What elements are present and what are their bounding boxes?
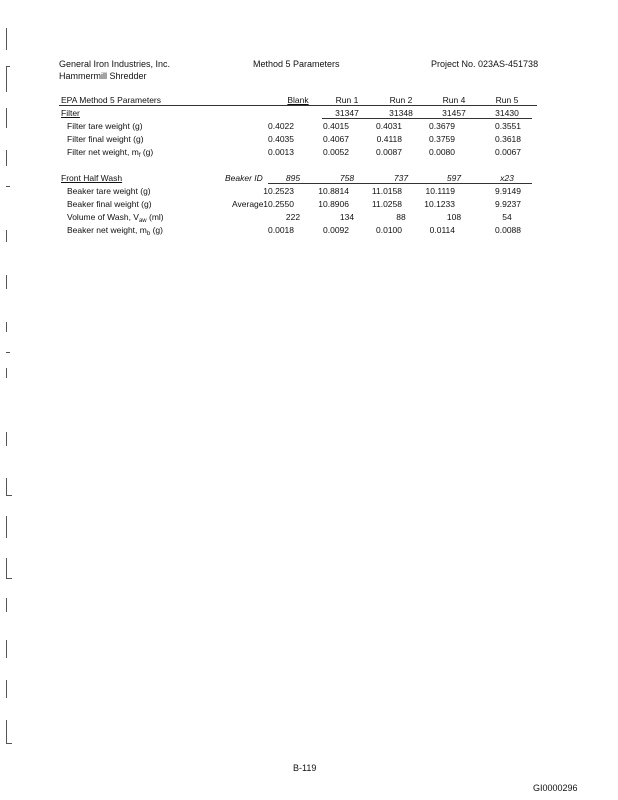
- beaker-id-run2: 737: [393, 173, 409, 183]
- scan-artifact: [6, 275, 7, 289]
- table-cell: 54: [502, 212, 512, 222]
- table-cell: 0.0018: [268, 225, 294, 235]
- scan-artifact: [6, 432, 7, 446]
- table-cell: 10.1233: [424, 199, 455, 209]
- row-label: Filter final weight (g): [67, 134, 144, 144]
- row-label: Beaker net weight, $m_b$ (g): [67, 225, 163, 237]
- document-title: Method 5 Parameters: [253, 59, 340, 69]
- scan-artifact: [6, 28, 7, 50]
- header-rule: [59, 105, 537, 106]
- table-cell: 0.4118: [376, 134, 402, 144]
- beaker-id-blank: 895: [285, 173, 301, 183]
- table-cell: 222: [285, 212, 301, 222]
- bates-number: GI0000296: [533, 783, 578, 793]
- table-cell: 134: [339, 212, 355, 222]
- table-cell: 0.4022: [268, 121, 294, 131]
- beaker-id-rule: [268, 183, 532, 184]
- scan-artifact: [6, 368, 7, 378]
- scan-artifact: [6, 680, 7, 698]
- page-number: B-119: [293, 763, 317, 773]
- table-cell: 0.4015: [323, 121, 349, 131]
- scan-artifact: [6, 108, 7, 128]
- scan-artifact: [6, 66, 10, 67]
- table-cell: 0.0092: [323, 225, 349, 235]
- scan-artifact: [6, 66, 7, 92]
- table-cell: 0.3679: [429, 121, 455, 131]
- average-label: Average: [232, 199, 264, 209]
- filter-id-rule: [322, 118, 532, 119]
- column-header-run1: Run 1: [335, 95, 359, 105]
- table-cell: 11.0158: [371, 186, 402, 196]
- row-label: Volume of Wash, $V_{aw}$ (ml): [67, 212, 164, 224]
- scan-artifact: [6, 230, 7, 242]
- table-cell: 0.3618: [495, 134, 521, 144]
- project-number: Project No. 023AS-451738: [431, 59, 539, 69]
- unit-name: Hammermill Shredder: [59, 71, 147, 81]
- table-cell: 10.1119: [425, 186, 455, 196]
- row-label: Beaker tare weight (g): [67, 186, 151, 196]
- scan-artifact: [6, 743, 12, 744]
- scan-artifact: [6, 578, 12, 579]
- table-cell: 0.4035: [268, 134, 294, 144]
- table-cell: 0.0100: [376, 225, 402, 235]
- table-cell: 10.8906: [318, 199, 349, 209]
- filter-section-label: Filter: [61, 108, 80, 118]
- table-cell: 0.0013: [268, 147, 294, 157]
- table-cell: 0.0088: [495, 225, 521, 235]
- table-cell: 0.0114: [429, 225, 455, 235]
- row-label: Filter tare weight (g): [67, 121, 143, 131]
- column-header-run5: Run 5: [495, 95, 519, 105]
- table-cell: 108: [446, 212, 462, 222]
- filter-id-run4: 31457: [442, 108, 466, 118]
- scan-artifact: [6, 495, 12, 496]
- table-cell: 0.0052: [323, 147, 349, 157]
- table-cell: 10.2550: [263, 199, 294, 209]
- column-header-run2: Run 2: [389, 95, 413, 105]
- scan-artifact: [6, 186, 10, 187]
- company-name: General Iron Industries, Inc.: [59, 59, 171, 69]
- front-half-section-label: Front Half Wash: [61, 173, 123, 183]
- scan-artifact: [6, 558, 7, 578]
- beaker-id-run5: x23: [500, 173, 514, 183]
- scan-artifact: [6, 478, 7, 496]
- scan-artifact: [6, 720, 7, 744]
- scan-artifact: [6, 598, 7, 612]
- beaker-id-run1: 758: [339, 173, 355, 183]
- table-cell: 0.4031: [376, 121, 402, 131]
- column-header-run4: Run 4: [442, 95, 466, 105]
- filter-id-run2: 31348: [389, 108, 413, 118]
- filter-id-run1: 31347: [335, 108, 359, 118]
- scan-artifact: [6, 640, 7, 658]
- beaker-id-label: Beaker ID: [225, 173, 263, 183]
- scan-artifact: [6, 150, 7, 166]
- row-label: Beaker final weight (g): [67, 199, 152, 209]
- beaker-id-run4: 597: [446, 173, 462, 183]
- scan-artifact: [6, 352, 10, 353]
- table-cell: 88: [396, 212, 406, 222]
- table-cell: 0.3759: [429, 134, 455, 144]
- table-cell: 9.9237: [495, 199, 521, 209]
- table-cell: 0.4067: [323, 134, 349, 144]
- scan-artifact: [6, 516, 7, 538]
- table-cell: 0.3551: [495, 121, 521, 131]
- table-cell: 0.0080: [429, 147, 455, 157]
- table-cell: 9.9149: [495, 186, 521, 196]
- scan-artifact: [6, 322, 7, 332]
- table-cell: 10.8814: [318, 186, 349, 196]
- table-cell: 0.0067: [495, 147, 521, 157]
- section-header: EPA Method 5 Parameters: [61, 95, 162, 105]
- filter-id-run5: 31430: [495, 108, 519, 118]
- table-cell: 11.0258: [371, 199, 402, 209]
- column-header-blank: Blank: [287, 95, 309, 105]
- table-cell: 10.2523: [263, 186, 294, 196]
- table-cell: 0.0087: [376, 147, 402, 157]
- row-label: Filter net weight, $m_f$ (g): [67, 147, 154, 159]
